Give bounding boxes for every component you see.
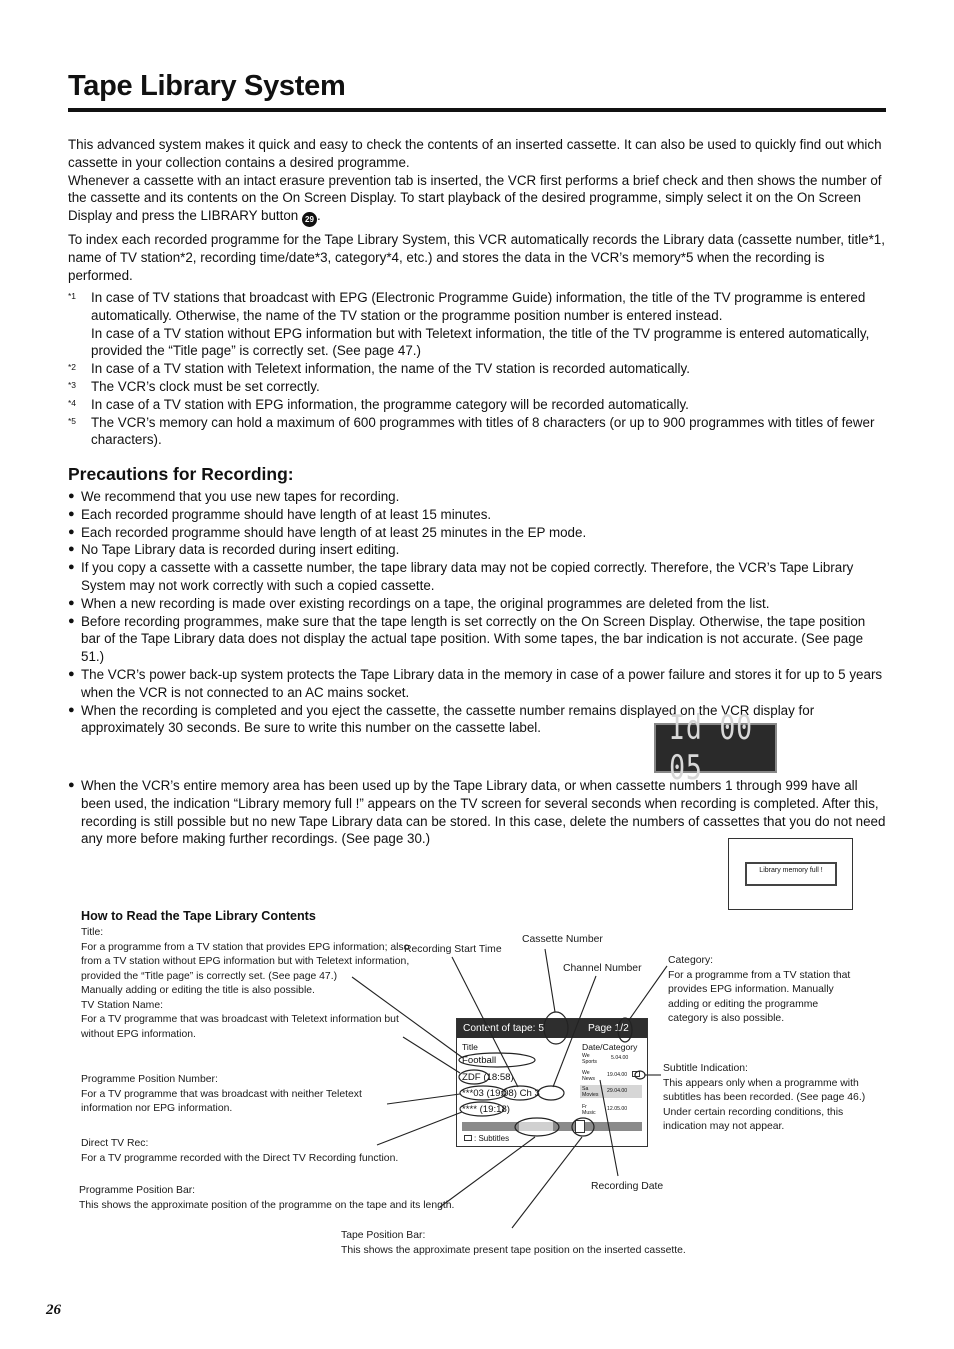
footnote-mark: *3 [68, 379, 77, 390]
subtitles-legend: : Subtitles [474, 1134, 510, 1143]
intro-p2-text: Whenever a cassette with an intact erasure prevention tab is inserted, the VCR first performs a brief check and then shows the number of the cassette and its contents on the On Screen Display. To start playback of the desired programme, simply select it on the On Screen Display and press the LIBRARY button [68, 172, 882, 224]
footnote-mark: *2 [68, 362, 77, 373]
intro-paragraph-1 [68, 136, 888, 227]
category-explanation: Category: For a programme from a TV station that provides EPG information. Manually adding or editing the programme category is also possible. [668, 955, 851, 1024]
precautions-list [68, 488, 888, 737]
precautions-heading: Precautions for Recording: [68, 464, 294, 484]
footnote-mark: *5 [68, 415, 77, 426]
list-item [68, 488, 888, 506]
footnote-mark: *1 [68, 291, 77, 301]
list-item-text: The VCR’s power back-up system protects the Tape Library data in the memory in case of a power failure and stores it for up to 5 years when the VCR is not connected to an AC mains socket. [81, 666, 883, 700]
intro-p2: Whenever a cassette with an intact erasure prevention tab is inserted, the VCR first performs a brief check and then shows the number of the cassette and its contents on the On Screen Display. To start playback of the desired programme, simply select it on the On Screen Display and press the LIBRARY button 29 . [68, 172, 888, 228]
list-item [68, 666, 888, 702]
footnote [68, 289, 888, 325]
library-memory-full-message: Library memory full ! [745, 862, 837, 886]
bullet-dot: ● [68, 596, 75, 609]
column-title: Title [462, 1042, 478, 1052]
tape-position-bar-explanation: Tape Position Bar: This shows the approximate present tape position on the inserted cassette. [341, 1230, 686, 1256]
list-item-text: No Tape Library data is recorded during insert editing. [81, 542, 400, 558]
list-item [68, 559, 888, 595]
footnote [68, 414, 888, 450]
footnote-text: The VCR’s memory can hold a maximum of 600 programmes with titles of 8 characters (or up to 900 programmes with titles of fewer characters). [91, 414, 875, 448]
bullet-dot: ● [68, 561, 75, 574]
programme-position-bar-explanation: Programme Position Bar: This shows the approximate position of the programme on the tape and its length. [79, 1185, 455, 1211]
row-title-3: ***03 (19:08) Ch 3 [462, 1088, 540, 1099]
footnote-text: In case of a TV station with EPG information, the programme category will be recorded automatically. [91, 396, 689, 412]
list-item-text: Each recorded programme should have length of at least 25 minutes in the EP mode. [81, 524, 587, 540]
row-title-1: Football [462, 1055, 497, 1066]
bullet-dot: ● [68, 703, 75, 716]
row-title-2: ZDF (18:58) [462, 1072, 514, 1083]
subtitle-icon [632, 1071, 640, 1077]
footnote [68, 360, 888, 378]
list-item [68, 524, 888, 542]
page-title: Tape Library System [68, 70, 346, 102]
list-item [68, 541, 888, 559]
vcr-display [654, 708, 777, 788]
row-title-4: **** (19:18) [462, 1104, 510, 1115]
recording-date-label: Recording Date [591, 1181, 664, 1192]
screen-header: Content of tape: 5 Page 1/2 [457, 1019, 647, 1038]
column-date: Date/Category [582, 1042, 638, 1052]
bullet-dot: ● [68, 667, 75, 680]
list-item-text: We recommend that you use new tapes for recording. [81, 489, 400, 504]
footnote-text: In case of a TV station with Teletext information, the name of the TV station is recorded automatically. [91, 361, 690, 377]
bullet-dot: ● [68, 614, 75, 627]
bullet-dot: ● [68, 507, 75, 520]
list-item-text: Before recording programmes, make sure that the tape length is set correctly on the On Screen Display. Otherwise, the tape position bar of the Tape Library data does not display the actual tape position. With some tapes, the bar indication is not accurate. (See page 51.) [81, 613, 866, 665]
library-button-icon [302, 212, 317, 227]
intro-paragraph-3 [68, 231, 888, 284]
library-button-number: 29 [305, 215, 314, 225]
direct-rec-explanation: Direct TV Rec: For a TV programme recorded with the Direct TV Recording function. [81, 1138, 399, 1164]
footnote-text: The VCR’s clock must be set correctly. [91, 378, 320, 394]
intro-p3: To index each recorded programme for the Tape Library System, this VCR automatically records the Library data (cassette number, title*1, name of TV station*2, recording time/date*3, category*4, etc.) and stores the data in the VCR’s memory*5 when the recording is performed. [68, 232, 885, 283]
cassette-number-label: Cassette Number [522, 934, 603, 945]
subtitle-footer-icon [464, 1135, 472, 1141]
title-rule [68, 108, 886, 112]
ppn-explanation: Programme Position Number: For a TV programme that was broadcast with neither Teletext information nor EPG information. [81, 1074, 362, 1114]
howto-heading: How to Read the Tape Library Contents [81, 909, 316, 923]
list-item-text: When the recording is completed and you eject the cassette, the cassette number remains displayed on the VCR display for approximately 30 seconds. Be sure to write this number on the cassette label. [81, 702, 815, 736]
subtitle-explanation: Subtitle Indication: This appears only when a programme with subtitles has been recorded. (See page 46.) Under certain recording conditions, this indication may not appear. [663, 1063, 866, 1132]
programme-position-bar [519, 1122, 553, 1131]
intro-p1: This advanced system makes it quick and easy to check the contents of an inserted cassette. It can also be used to quickly find out which cassette in your collection contains a desired programme. [68, 137, 882, 170]
tape-library-screen: Content of tape: 5 Page 1/2 Title Date/Category Football We Sports 5.04.00 ZDF (18:58) We News 19.04.00 ***03 (19:08) Ch 3 Sa Movies 29.04.00 **** (19:18) Fr Music 12.05.00 : Subtitles [456, 1018, 648, 1147]
channel-number-label: Channel Number [563, 963, 642, 974]
title-explanation: Title: For a programme from a TV station that provides EPG information; also from a TV station without EPG information but with Teletext information, provided the “Title page” is correctly set. (See page 47.) Manually adding or editing the title is also possible. TV Station Name: For a TV programme that was broadcast with Teletext information but without EPG information. [81, 927, 410, 1040]
tape-position-marker [575, 1120, 585, 1133]
footnote [68, 378, 888, 396]
footnote-mark: *4 [68, 397, 77, 408]
footnote-mark [68, 325, 91, 361]
vcr-display-text: Id 00 05 [669, 708, 753, 788]
footnotes [68, 289, 888, 449]
bullet-dot: ● [68, 525, 75, 538]
footnote [68, 325, 888, 361]
footnote [68, 396, 888, 414]
footnote-text: In case of a TV station without EPG information but with Teletext information, the title of the TV programme is entered automatically, provided the “Title page” is correctly set. (See page 47.) [91, 325, 870, 359]
list-item [68, 595, 888, 613]
footnote-text: In case of TV stations that broadcast with EPG (Electronic Programme Guide) information, the title of the TV programme is entered automatically. Otherwise, the name of the TV station or the programme position number is entered instead. [91, 290, 866, 323]
list-item-text: If you copy a cassette with a cassette number, the tape library data may not be copied correctly. Therefore, the VCR’s Tape Library System may not work correctly with such a copied cassette. [81, 560, 854, 593]
page-number: 26 [46, 1302, 61, 1318]
list-item [68, 613, 888, 666]
list-item-text: When a new recording is made over existing recordings on a tape, the original programmes are deleted from the list. [81, 595, 770, 611]
recording-start-time-label: Recording Start Time [404, 944, 502, 955]
list-item [68, 506, 888, 524]
list-item: ● When the VCR’s entire memory area has been used up by the Tape Library data, or when cassette numbers 1 through 999 have all been used, the indication “Library memory full !” appears on the TV screen for several seconds when recording is completed. After this, recording is still possible but no new Tape Library data can be stored. In this case, delete the numbers of cassettes that you do not need any more before making further recordings. (See page 30.) [68, 778, 886, 847]
list-item-text: Each recorded programme should have length of at least 15 minutes. [81, 506, 492, 522]
bullet-dot: ● [68, 543, 75, 556]
bullet-dot: ● [68, 490, 75, 502]
